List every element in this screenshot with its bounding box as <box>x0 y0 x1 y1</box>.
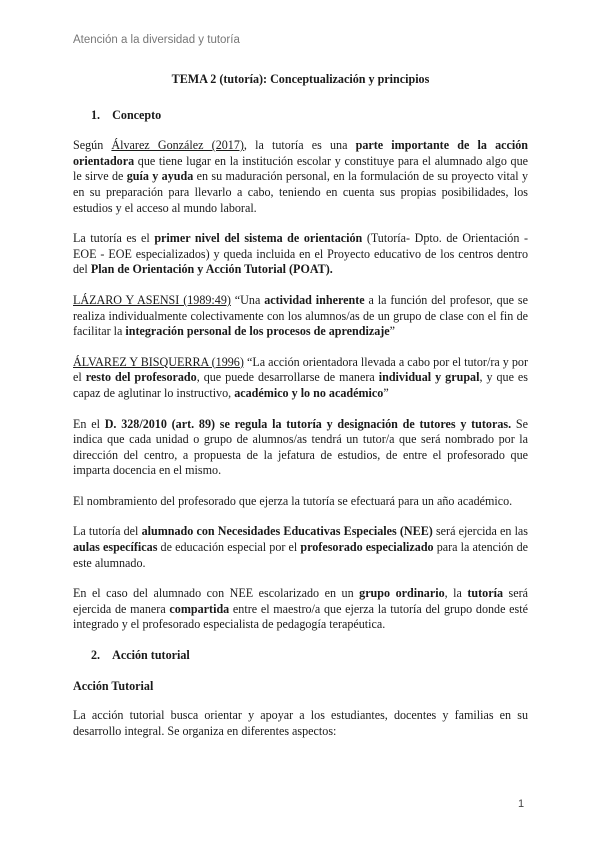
section-heading-accion-tutorial <box>91 648 528 664</box>
page-number: 1 <box>518 798 525 810</box>
paragraph-alvarez-gonzalez: Según Álvarez González (2017), la tutoría es una parte importante de la acción orientadora que tiene lugar en la institución escolar y constituye para el alumnado algo que le sirve de guía y ayuda en su maduración personal, en la formulación de su proyecto vital y en su preparación para llevarlo a cabo, teniendo en cuenta sus propias posibilidades, los estudios y el acceso al mundo laboral. <box>73 138 528 215</box>
citation-lazaro-asensi: LÁZARO Y ASENSI (1989:49) <box>73 292 231 307</box>
document-title: TEMA 2 (tutoría): Conceptualización y principios <box>171 72 430 86</box>
document-body <box>73 72 528 754</box>
paragraph-decreto: En el D. 328/2010 (art. 89) se regula la tutoría y designación de tutores y tutoras. Se indica que cada unidad o grupo de alumnos/as tendrá un tutor/a que será nombrado por la dirección del centro, a propuesta de la jefatura de estudios, de entre el profesorado que imparta docencia en el mismo. <box>73 416 528 478</box>
subheading-accion-tutorial: Acción Tutorial <box>73 678 154 693</box>
section-number: 2. <box>91 648 101 663</box>
paragraph-nee-aulas: La tutoría del alumnado con Necesidades Educativas Especiales (NEE) será ejercida en las aulas específicas de educación especial por el profesorado especializado para la atención de este alumnado. <box>73 524 529 570</box>
section-label: Concepto <box>112 107 162 122</box>
section-label: Acción tutorial <box>112 648 190 663</box>
paragraph-nee-ordinario: En el caso del alumnado con NEE escolarizado en un grupo ordinario, la tutoría será ejercida de manera compartida entre el maestro/a que ejerza la tutoría del grupo donde esté integrado y el profesorado especialista de pedagogía terapéutica. <box>73 586 528 632</box>
paragraph-lazaro-asensi: LÁZARO Y ASENSI (1989:49) “Una actividad inherente a la función del profesor, que se realiza individualmente colectivamente con los alumnos/as de un grupo de clase con el fin de facilitar la integración personal de los procesos de aprendizaje” <box>73 292 528 339</box>
paragraph-primer-nivel: La tutoría es el primer nivel del sistema de orientación (Tutoría- Dpto. de Orientación - EOE - EOE especializados) y queda incluida en el Proyecto educativo de los centros dentro del Plan de Orientación y Acción Tutorial (POAT). <box>73 231 528 277</box>
paragraph-nombramiento: El nombramiento del profesorado que ejerza la tutoría se efectuará para un año académico. <box>73 493 513 508</box>
citation-alvarez-bisquerra: ÁLVAREZ Y BISQUERRA (1996) <box>73 354 244 369</box>
paragraph-accion-tutorial: La acción tutorial busca orientar y apoyar a los estudiantes, docentes y familias en su desarrollo integral. Se organiza en diferentes aspectos: <box>73 708 528 738</box>
section-heading-concepto <box>91 108 528 124</box>
paragraph-alvarez-bisquerra: ÁLVAREZ Y BISQUERRA (1996) “La acción orientadora llevada a cabo por el tutor/ra y por el resto del profesorado, que puede desarrollarse de manera individual y grupal, y que es capaz de aglutinar lo instructivo, académico y lo no académico” <box>73 354 529 400</box>
section-number: 1. <box>91 107 101 122</box>
citation-alvarez-gonzalez: Álvarez González (2017) <box>111 138 244 153</box>
page-header: Atención a la diversidad y tutoría <box>73 34 240 46</box>
